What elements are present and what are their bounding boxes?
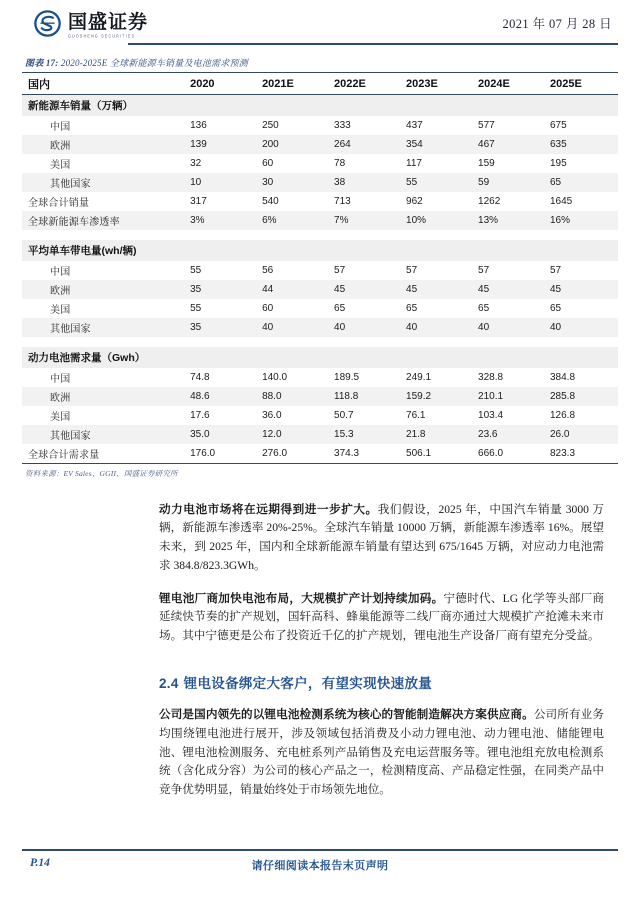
- table-section-spacer: [22, 230, 618, 240]
- table-row: [22, 425, 618, 444]
- row-label: 欧洲: [22, 280, 186, 299]
- spacer-cell: [22, 337, 618, 347]
- row-label: 中国: [22, 116, 186, 135]
- cell-2020: 176.0: [186, 444, 258, 463]
- cell-2020: 55: [186, 299, 258, 318]
- footer-row: [22, 857, 618, 872]
- cell-2025e: 16%: [546, 211, 618, 230]
- table-row: [22, 368, 618, 387]
- column-header-2020: 2020: [186, 73, 258, 95]
- table-section-heading: 动力电池需求量（Gwh）: [22, 347, 618, 368]
- paragraph-2-lead: 锂电池厂商加快电池布局，大规模扩产计划持续加码。: [159, 591, 444, 605]
- cell-2020: 35: [186, 318, 258, 337]
- table-row: [22, 280, 618, 299]
- row-label: 其他国家: [22, 318, 186, 337]
- table-section-heading: 平均单车带电量(wh/辆): [22, 240, 618, 261]
- paragraph-3-body: 公司所有业务均围绕锂电池进行展开，涉及领域包括消费及小动力锂电池、动力锂电池、储能锂电池、锂电池检测服务、充电桩系列产品销售及充电运营服务等。锂电池组充放电检测系统（含化成分容）为公司的核心产品之一，检测精度高、产品稳定性强，在同类产品中竞争优势明显，销量始终处于市场领先地位。: [159, 707, 604, 797]
- cell-2020: 10: [186, 173, 258, 192]
- cell-2023e: 159.2: [402, 387, 474, 406]
- table-row: [22, 261, 618, 280]
- cell-2024e: 467: [474, 135, 546, 154]
- cell-2021e: 30: [258, 173, 330, 192]
- cell-2024e: 1262: [474, 192, 546, 211]
- cell-2022e: 118.8: [330, 387, 402, 406]
- cell-2021e: 56: [258, 261, 330, 280]
- cell-2023e: 962: [402, 192, 474, 211]
- row-label: 其他国家: [22, 173, 186, 192]
- paragraph-company-overview: [159, 706, 604, 800]
- page-footer: [22, 849, 618, 872]
- row-label: 中国: [22, 368, 186, 387]
- header-divider: [128, 43, 618, 45]
- cell-2022e: 264: [330, 135, 402, 154]
- cell-2025e: 40: [546, 318, 618, 337]
- cell-2022e: 65: [330, 299, 402, 318]
- cell-2025e: 195: [546, 154, 618, 173]
- table-row: [22, 387, 618, 406]
- cell-2022e: 7%: [330, 211, 402, 230]
- column-header-2022e: 2022E: [330, 73, 402, 95]
- cell-2023e: 55: [402, 173, 474, 192]
- cell-2023e: 249.1: [402, 368, 474, 387]
- row-label: 美国: [22, 299, 186, 318]
- table-row: [22, 444, 618, 463]
- table-body: [22, 95, 618, 464]
- brand-name: 国盛证券: [68, 11, 149, 33]
- cell-2025e: 384.8: [546, 368, 618, 387]
- cell-2024e: 45: [474, 280, 546, 299]
- cell-2023e: 354: [402, 135, 474, 154]
- cell-2025e: 65: [546, 173, 618, 192]
- cell-2025e: 285.8: [546, 387, 618, 406]
- cell-2024e: 577: [474, 116, 546, 135]
- row-label: 全球新能源车渗透率: [22, 211, 186, 230]
- cell-2024e: 328.8: [474, 368, 546, 387]
- cell-2021e: 540: [258, 192, 330, 211]
- cell-2025e: 675: [546, 116, 618, 135]
- cell-2025e: 1645: [546, 192, 618, 211]
- cell-2024e: 103.4: [474, 406, 546, 425]
- cell-2020: 139: [186, 135, 258, 154]
- cell-2025e: 823.3: [546, 444, 618, 463]
- cell-2020: 136: [186, 116, 258, 135]
- table-row: [22, 211, 618, 230]
- column-header-label: 国内: [22, 73, 186, 95]
- page-number: P.14: [30, 857, 50, 869]
- cell-2024e: 13%: [474, 211, 546, 230]
- row-label: 欧洲: [22, 387, 186, 406]
- cell-2025e: 57: [546, 261, 618, 280]
- cell-2021e: 6%: [258, 211, 330, 230]
- column-header-2025e: 2025E: [546, 73, 618, 95]
- cell-2025e: 65: [546, 299, 618, 318]
- cell-2021e: 200: [258, 135, 330, 154]
- cell-2021e: 250: [258, 116, 330, 135]
- table-header-row: [22, 73, 618, 95]
- table-bottom-rule-cell: [22, 463, 618, 464]
- cell-2023e: 40: [402, 318, 474, 337]
- cell-2021e: 60: [258, 154, 330, 173]
- section-number: 2.4: [159, 675, 179, 691]
- table-row: [22, 116, 618, 135]
- cell-2023e: 65: [402, 299, 474, 318]
- cell-2025e: 126.8: [546, 406, 618, 425]
- column-header-2024e: 2024E: [474, 73, 546, 95]
- ev-battery-forecast-table: [22, 72, 618, 464]
- paragraph-2-body: 宁德时代、LG 化学等头部厂商延续快节奏的扩产规划，国轩高科、蜂巢能源等二线厂商亦通过大规模扩产抢滩未来市场。其中宁德更是公布了投资近千亿的扩产规划，锂电池生产设备厂商有望充分受益。: [159, 591, 604, 643]
- cell-2021e: 276.0: [258, 444, 330, 463]
- figure-number: 图表 17:: [25, 58, 59, 68]
- table-row: [22, 173, 618, 192]
- table-row: [22, 192, 618, 211]
- cell-2021e: 12.0: [258, 425, 330, 444]
- cell-2024e: 57: [474, 261, 546, 280]
- cell-2020: 317: [186, 192, 258, 211]
- cell-2023e: 506.1: [402, 444, 474, 463]
- paragraph-battery-market: [159, 501, 604, 576]
- cell-2022e: 713: [330, 192, 402, 211]
- cell-2022e: 374.3: [330, 444, 402, 463]
- cell-2023e: 117: [402, 154, 474, 173]
- cell-2022e: 15.3: [330, 425, 402, 444]
- page-content: [0, 56, 640, 800]
- cell-2020: 48.6: [186, 387, 258, 406]
- paragraph-1-body: 我们假设，2025 年，中国汽车销量 3000 万辆，新能源车渗透率 20%-25%。全球汽车销量 10000 万辆，新能源车渗透率 16%。展望未来，到 2025 年，国内和全球新能源车销量有望达到 675/1645 万辆，对应动力电池需求 384.8/823.3GWh。: [159, 502, 604, 572]
- cell-2022e: 57: [330, 261, 402, 280]
- row-label: 全球合计销量: [22, 192, 186, 211]
- section-heading-2-4: [159, 672, 604, 692]
- cell-2021e: 44: [258, 280, 330, 299]
- cell-2021e: 40: [258, 318, 330, 337]
- figure-caption: [22, 56, 618, 69]
- column-header-2021e: 2021E: [258, 73, 330, 95]
- cell-2023e: 10%: [402, 211, 474, 230]
- cell-2023e: 437: [402, 116, 474, 135]
- page-header: [0, 0, 640, 48]
- cell-2024e: 40: [474, 318, 546, 337]
- cell-2022e: 333: [330, 116, 402, 135]
- table-section-heading-row: [22, 95, 618, 116]
- table-bottom-rule: [22, 463, 618, 464]
- cell-2020: 3%: [186, 211, 258, 230]
- section-title: 锂电设备绑定大客户，有望实现快速放量: [183, 675, 433, 691]
- cell-2024e: 210.1: [474, 387, 546, 406]
- brand-text: [68, 13, 148, 39]
- body-text-block: [159, 501, 604, 800]
- table-row: [22, 299, 618, 318]
- cell-2020: 74.8: [186, 368, 258, 387]
- row-label: 其他国家: [22, 425, 186, 444]
- cell-2022e: 40: [330, 318, 402, 337]
- footer-disclaimer: 请仔细阅读本报告末页声明: [251, 860, 389, 872]
- cell-2020: 55: [186, 261, 258, 280]
- table-row: [22, 154, 618, 173]
- cell-2024e: 666.0: [474, 444, 546, 463]
- cell-2023e: 21.8: [402, 425, 474, 444]
- row-label: 欧洲: [22, 135, 186, 154]
- cell-2024e: 59: [474, 173, 546, 192]
- cell-2022e: 50.7: [330, 406, 402, 425]
- table-source: 资料来源：EV Sales、GGII、国盛证券研究所: [25, 468, 178, 478]
- brand-subtitle: GUOSHENG SECURITIES: [68, 33, 136, 39]
- column-header-2023e: 2023E: [402, 73, 474, 95]
- table-section-heading-row: [22, 347, 618, 368]
- figure-title: 2020-2025E 全球新能源车销量及电池需求预测: [60, 58, 248, 68]
- table-row: [22, 318, 618, 337]
- cell-2020: 32: [186, 154, 258, 173]
- cell-2020: 35.0: [186, 425, 258, 444]
- cell-2023e: 45: [402, 280, 474, 299]
- brand-logo: [22, 10, 148, 39]
- paragraph-1-lead: 动力电池市场将在远期得到进一步扩大。: [159, 502, 378, 516]
- cell-2024e: 23.6: [474, 425, 546, 444]
- cell-2022e: 189.5: [330, 368, 402, 387]
- row-label: 中国: [22, 261, 186, 280]
- cell-2025e: 635: [546, 135, 618, 154]
- table-head: [22, 73, 618, 95]
- cell-2021e: 36.0: [258, 406, 330, 425]
- table-row: [22, 135, 618, 154]
- row-label: 全球合计需求量: [22, 444, 186, 463]
- cell-2025e: 26.0: [546, 425, 618, 444]
- row-label: 美国: [22, 154, 186, 173]
- cell-2020: 17.6: [186, 406, 258, 425]
- paragraph-3-lead: 公司是国内领先的以锂电池检测系统为核心的智能制造解决方案供应商。: [159, 707, 534, 721]
- report-date: 2021 年 07 月 28 日: [502, 17, 612, 31]
- cell-2021e: 60: [258, 299, 330, 318]
- table-section-heading-row: [22, 240, 618, 261]
- spacer-cell: [22, 230, 618, 240]
- cell-2023e: 57: [402, 261, 474, 280]
- cell-2021e: 88.0: [258, 387, 330, 406]
- footer-divider: [22, 849, 618, 851]
- row-label: 美国: [22, 406, 186, 425]
- cell-2023e: 76.1: [402, 406, 474, 425]
- cell-2024e: 159: [474, 154, 546, 173]
- table-section-heading: 新能源车销量（万辆）: [22, 95, 618, 116]
- cell-2022e: 38: [330, 173, 402, 192]
- cell-2025e: 45: [546, 280, 618, 299]
- cell-2020: 35: [186, 280, 258, 299]
- cell-2024e: 65: [474, 299, 546, 318]
- paragraph-manufacturer-expansion: [159, 590, 604, 646]
- cell-2021e: 140.0: [258, 368, 330, 387]
- table-section-spacer: [22, 337, 618, 347]
- cell-2022e: 78: [330, 154, 402, 173]
- cell-2022e: 45: [330, 280, 402, 299]
- guosheng-circle-s-logo-icon: [34, 10, 61, 37]
- table-row: [22, 406, 618, 425]
